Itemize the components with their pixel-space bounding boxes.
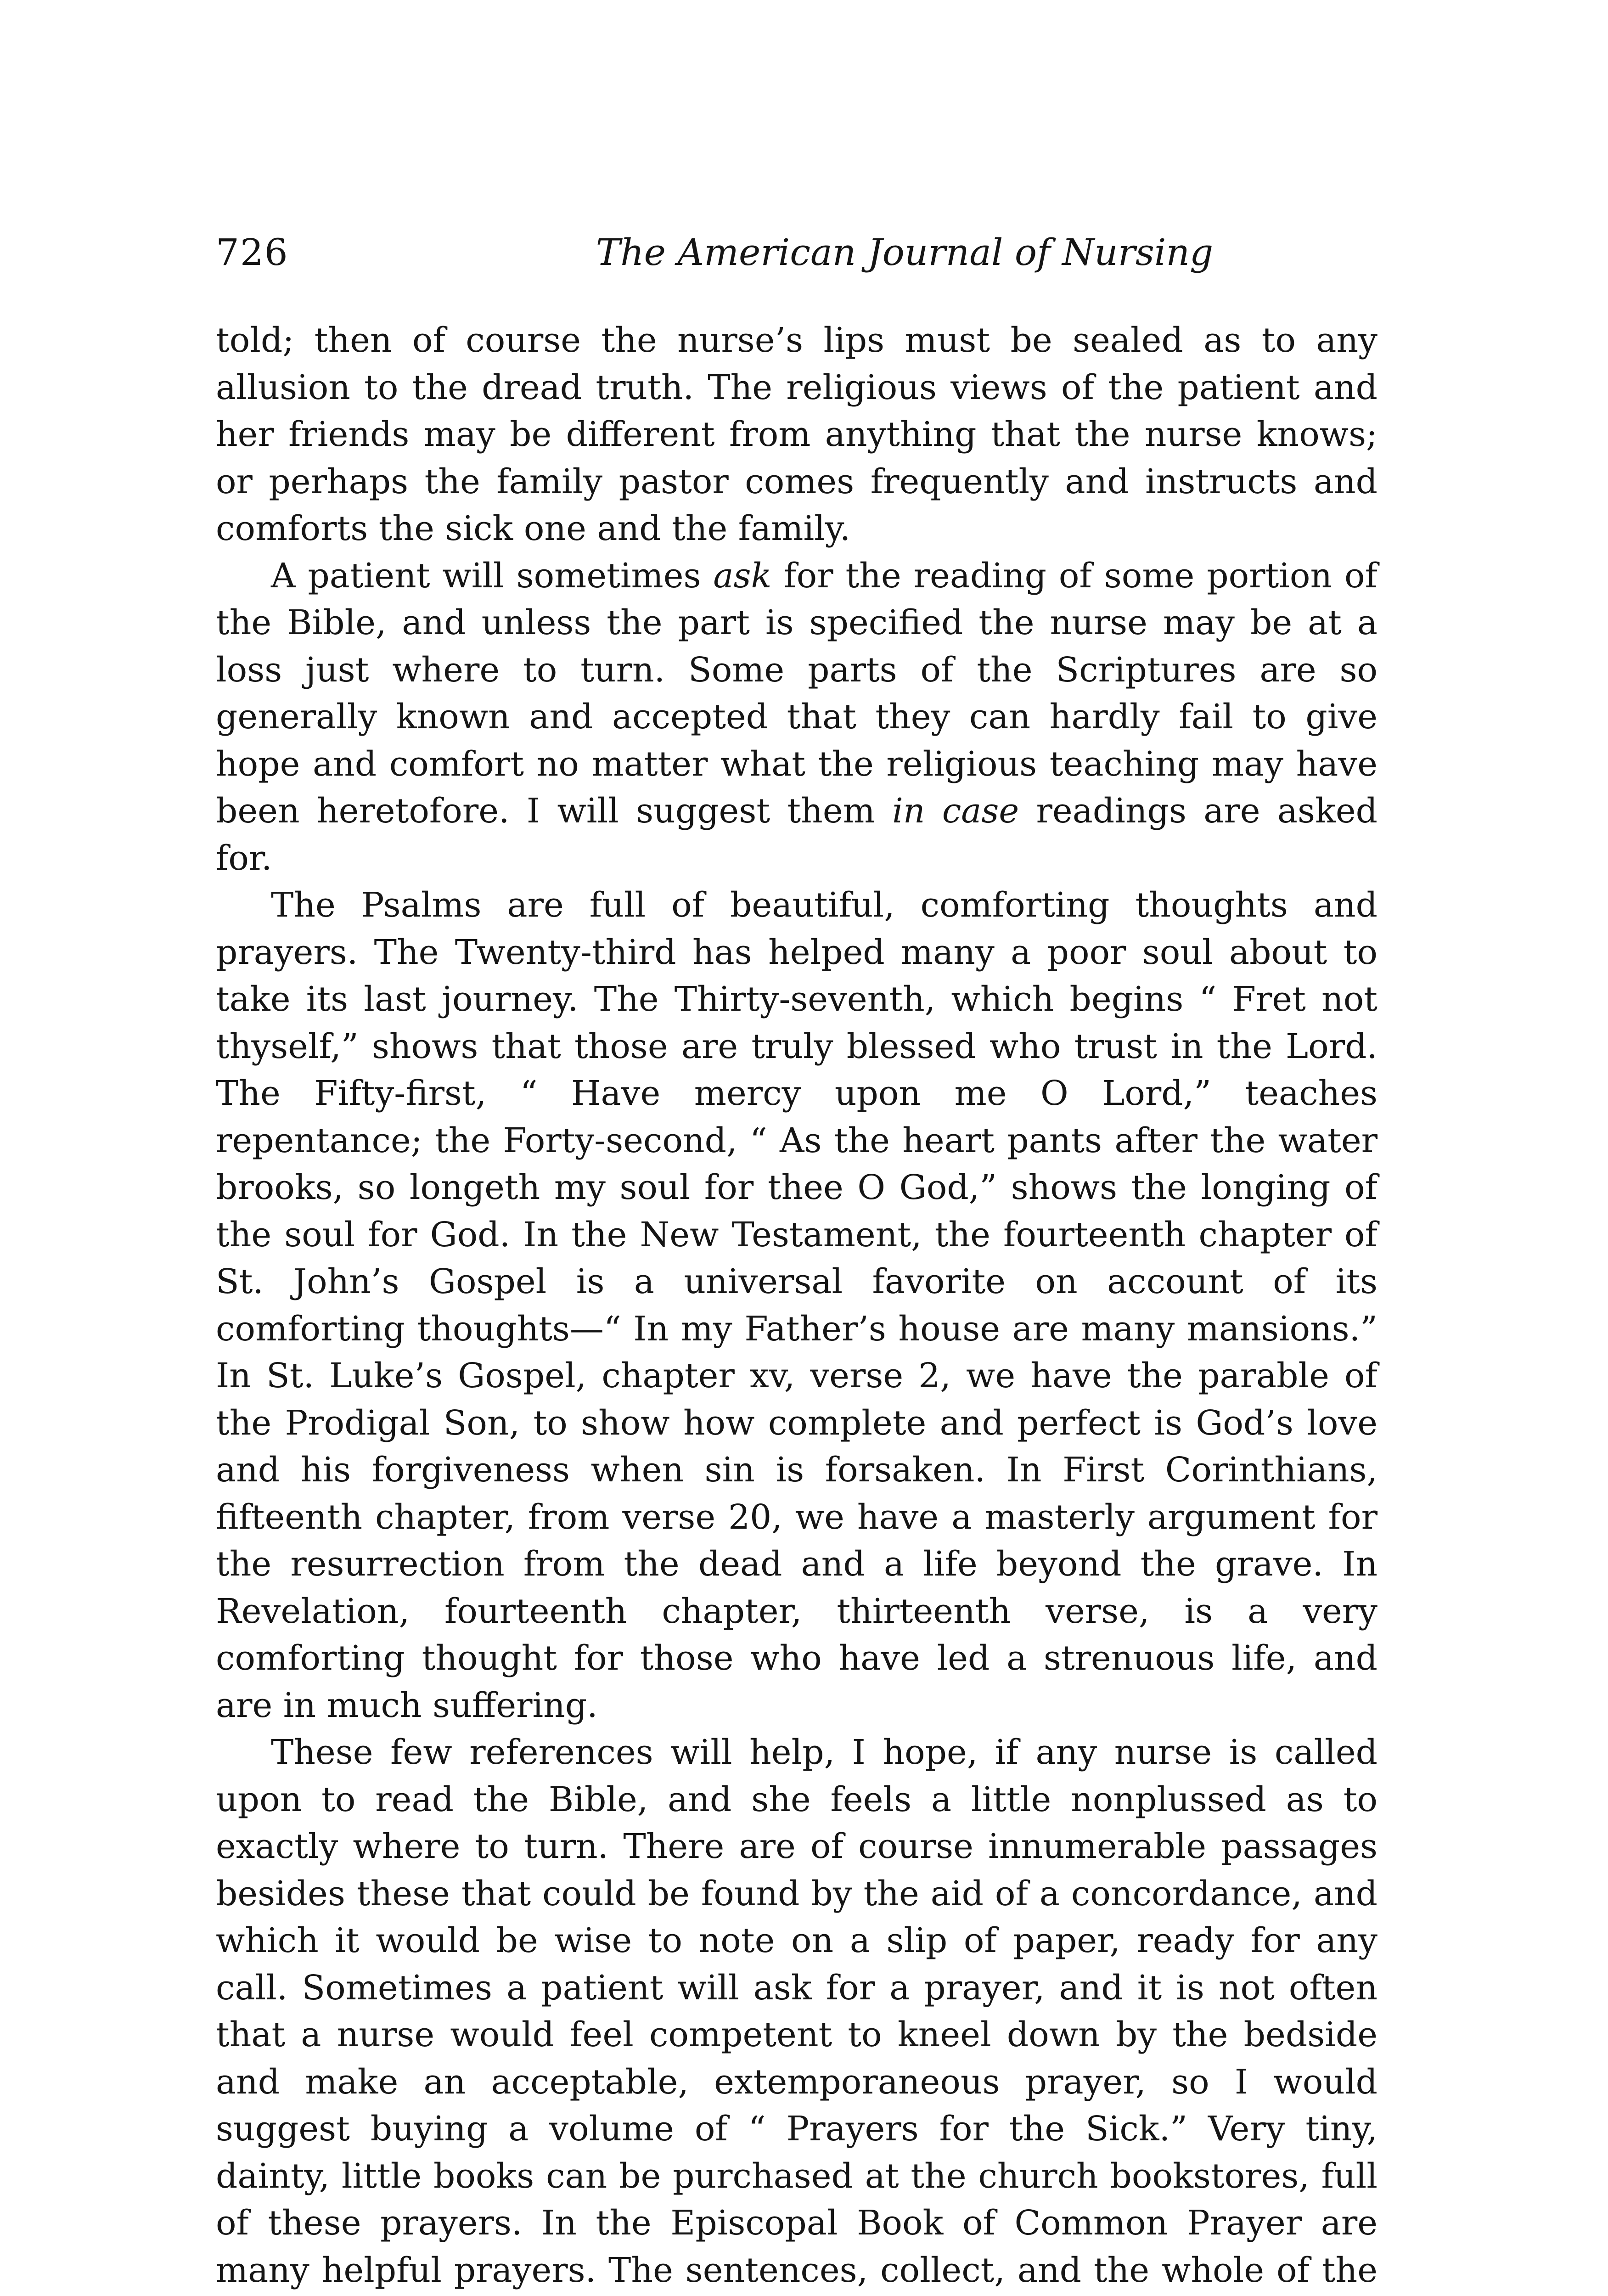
paragraph-text: readings are asked for.	[216, 791, 1377, 878]
paragraph-text: told; then of course the nurse’s lips must be sealed as to any allusion to the dread truth. The religious views of the patient and her friends may be different from anything that the nurse knows; or perhaps the family pastor comes frequently and instructs and comforts the sick one and the family.	[216, 321, 1377, 548]
emphasis-ask: ask	[713, 556, 772, 596]
running-head	[216, 225, 1387, 280]
page-number: 726	[216, 231, 289, 274]
article-body	[216, 317, 1377, 2296]
paragraph-1	[216, 317, 1377, 552]
paragraph-text: A patient will sometimes	[271, 556, 714, 596]
journal-title: The American Journal of Nursing	[596, 231, 1214, 274]
paragraph-text: The Psalms are full of beautiful, comforting thoughts and prayers. The Twenty-third has helped many a poor soul about to take its last journey. The Thirty-seventh, which begins “ Fret not thyself,” shows that those are truly blessed who trust in the Lord. The Fifty-first, “ Have mercy upon me O Lord,” teaches repentance; the Forty-second, “ As the heart pants after the water brooks, so longeth my soul for thee O God,” shows the longing of the soul for God. In the New Testament, the fourteenth chapter of St. John’s Gospel is a universal favorite on account of its comforting thoughts—“ In my Father’s house are many mansions.” In St. Luke’s Gospel, chapter xv, verse 2, we have the parable of the Prodigal Son, to show how complete and perfect is God’s love and his forgiveness when sin is forsaken. In First Corinthians, fifteenth chapter, from verse 20, we have a masterly argument for the resurrection from the dead and a life beyond the grave. In Revelation, fourteenth chapter, thirteenth verse, is a very comforting thought for those who have led a strenuous life, and are in much suffering.	[216, 885, 1377, 1725]
paragraph-4	[216, 1729, 1377, 2296]
paragraph-text: These few references will help, I hope, if any nurse is called upon to read the Bible, and she feels a little nonplussed as to exactly where to turn. There are of course innumerable passages besides these that could be found by the aid of a concordance, and which it would be wise to note on a slip of paper, ready for any call. Sometimes a patient will ask for a prayer, and it is not often that a nurse would feel competent to kneel down by the bedside and make an acceptable, extemporaneous prayer, so I would suggest buying a volume of “ Prayers for the Sick.” Very tiny, dainty, little books can be purchased at the church bookstores, full of these prayers. In the Episcopal Book of Common Prayer are many helpful prayers. The sentences, collect, and the whole of the	[216, 1733, 1377, 2290]
paragraph-2	[216, 552, 1377, 882]
paragraph-text: for the reading of some portion of the Bible, and unless the part is specified the nurse may be at a loss just where to turn. Some parts of the Scriptures are so generally known and accepted that they can hardly fail to give hope and comfort no matter what the religious teaching may have been heretofore. I will suggest them	[216, 556, 1377, 831]
emphasis-in-case: in case	[892, 791, 1019, 831]
paragraph-3	[216, 882, 1377, 1729]
